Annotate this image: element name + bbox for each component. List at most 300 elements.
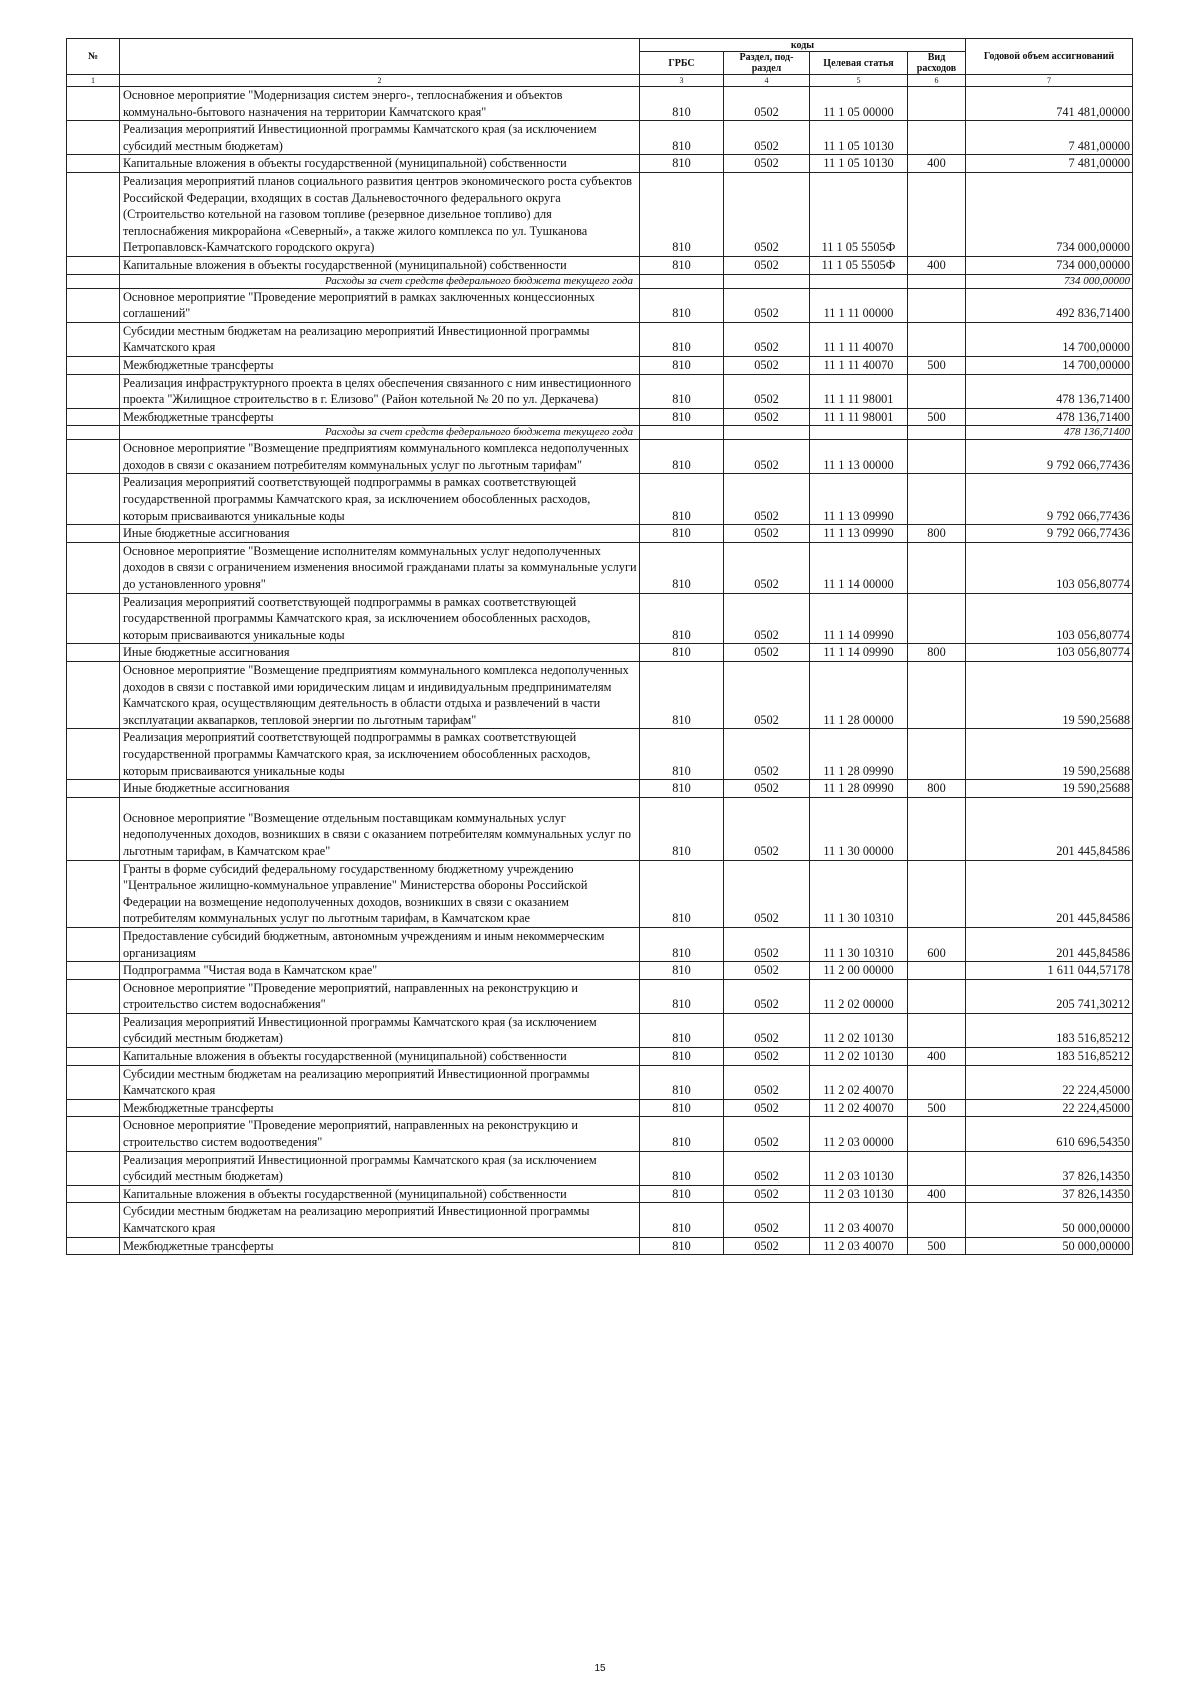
cell-vid	[908, 440, 966, 474]
cell-celevaya: 11 1 11 40070	[810, 322, 908, 356]
cell-celevaya: 11 1 11 98001	[810, 408, 908, 426]
cell-index	[67, 1151, 120, 1185]
cell-grbs: 810	[640, 729, 724, 780]
cell-index	[67, 525, 120, 543]
cell-grbs: 810	[640, 172, 724, 256]
cell-razdel: 0502	[724, 1117, 810, 1151]
cell-index	[67, 256, 120, 274]
cell-vid: 500	[908, 1237, 966, 1255]
table-row	[67, 474, 1133, 525]
cell-grbs: 810	[640, 256, 724, 274]
cell-amount: 183 516,85212	[966, 1013, 1133, 1047]
cell-vid	[908, 288, 966, 322]
cell-razdel: 0502	[724, 1013, 810, 1047]
cell-razdel: 0502	[724, 525, 810, 543]
col-index-6: 6	[908, 75, 966, 87]
cell-amount: 7 481,00000	[966, 155, 1133, 173]
table-row	[67, 322, 1133, 356]
cell-vid	[908, 1013, 966, 1047]
cell-amount: 734 000,00000	[966, 256, 1133, 274]
cell-name: Основное мероприятие "Проведение мероприятий, направленных на реконструкцию и строительство систем водоотведения"	[120, 1117, 640, 1151]
table-row	[67, 593, 1133, 644]
cell-celevaya: 11 1 14 09990	[810, 644, 908, 662]
cell-razdel: 0502	[724, 440, 810, 474]
cell-name: Реализация мероприятий Инвестиционной программы Камчатского края (за исключением субсидий местным бюджетам)	[120, 1013, 640, 1047]
cell-name: Капитальные вложения в объекты государственной (муниципальной) собственности	[120, 1185, 640, 1203]
cell-grbs: 810	[640, 1237, 724, 1255]
table-row	[67, 256, 1133, 274]
table-header	[67, 39, 1133, 87]
cell-amount: 478 136,71400	[966, 426, 1133, 440]
cell-amount: 9 792 066,77436	[966, 474, 1133, 525]
cell-name: Межбюджетные трансферты	[120, 1099, 640, 1117]
cell-vid: 800	[908, 780, 966, 798]
table-row	[67, 172, 1133, 256]
cell-grbs: 810	[640, 1013, 724, 1047]
cell-celevaya: 11 1 05 5505Ф	[810, 256, 908, 274]
cell-grbs: 810	[640, 1185, 724, 1203]
col-index-1: 1	[67, 75, 120, 87]
cell-vid	[908, 274, 966, 288]
cell-index	[67, 542, 120, 593]
cell-razdel: 0502	[724, 408, 810, 426]
table-row	[67, 1099, 1133, 1117]
cell-grbs: 810	[640, 1151, 724, 1185]
cell-razdel: 0502	[724, 542, 810, 593]
cell-celevaya	[810, 274, 908, 288]
cell-index	[67, 155, 120, 173]
cell-vid: 400	[908, 1048, 966, 1066]
cell-vid	[908, 1151, 966, 1185]
cell-name: Реализация мероприятий соответствующей подпрограммы в рамках соответствующей государственной программы Камчатского края, за исключением обособленных расходов, которым присваиваются уникальные коды	[120, 474, 640, 525]
table-row-note	[67, 426, 1133, 440]
budget-document	[66, 38, 1132, 1255]
table-row	[67, 440, 1133, 474]
cell-index	[67, 426, 120, 440]
cell-index	[67, 322, 120, 356]
cell-grbs: 810	[640, 408, 724, 426]
cell-razdel: 0502	[724, 644, 810, 662]
cell-amount: 37 826,14350	[966, 1151, 1133, 1185]
cell-grbs: 810	[640, 1203, 724, 1237]
table-row	[67, 979, 1133, 1013]
cell-index	[67, 1185, 120, 1203]
cell-razdel: 0502	[724, 172, 810, 256]
cell-razdel: 0502	[724, 593, 810, 644]
cell-grbs: 810	[640, 593, 724, 644]
cell-index	[67, 1048, 120, 1066]
cell-index	[67, 87, 120, 121]
cell-name: Основное мероприятие "Модернизация систем энерго-, теплоснабжения и объектов коммунально-бытового назначения на территории Камчатского края"	[120, 87, 640, 121]
cell-vid	[908, 322, 966, 356]
cell-celevaya: 11 1 05 00000	[810, 87, 908, 121]
cell-vid: 400	[908, 155, 966, 173]
cell-grbs: 810	[640, 155, 724, 173]
cell-razdel: 0502	[724, 1185, 810, 1203]
cell-index	[67, 1099, 120, 1117]
cell-vid: 500	[908, 408, 966, 426]
table-row	[67, 525, 1133, 543]
cell-grbs: 810	[640, 87, 724, 121]
cell-index	[67, 860, 120, 927]
cell-grbs: 810	[640, 1065, 724, 1099]
header-codes: коды	[640, 39, 966, 52]
cell-celevaya: 11 2 03 40070	[810, 1237, 908, 1255]
cell-name: Иные бюджетные ассигнования	[120, 644, 640, 662]
cell-index	[67, 374, 120, 408]
cell-grbs: 810	[640, 644, 724, 662]
table-row	[67, 374, 1133, 408]
cell-amount: 205 741,30212	[966, 979, 1133, 1013]
table-body	[67, 87, 1133, 1255]
cell-amount: 201 445,84586	[966, 797, 1133, 860]
cell-razdel: 0502	[724, 797, 810, 860]
cell-vid	[908, 172, 966, 256]
cell-vid	[908, 542, 966, 593]
cell-name: Иные бюджетные ассигнования	[120, 780, 640, 798]
cell-index	[67, 172, 120, 256]
table-row	[67, 408, 1133, 426]
cell-razdel: 0502	[724, 1048, 810, 1066]
cell-vid	[908, 593, 966, 644]
cell-razdel: 0502	[724, 1237, 810, 1255]
cell-celevaya: 11 2 02 40070	[810, 1099, 908, 1117]
table-row	[67, 121, 1133, 155]
cell-razdel: 0502	[724, 87, 810, 121]
cell-razdel: 0502	[724, 288, 810, 322]
cell-grbs: 810	[640, 1099, 724, 1117]
cell-grbs: 810	[640, 288, 724, 322]
table-row	[67, 797, 1133, 860]
cell-celevaya: 11 1 13 00000	[810, 440, 908, 474]
cell-vid	[908, 662, 966, 729]
table-row	[67, 288, 1133, 322]
cell-grbs: 810	[640, 962, 724, 980]
cell-name: Реализация мероприятий Инвестиционной программы Камчатского края (за исключением субсидий местным бюджетам)	[120, 1151, 640, 1185]
budget-table	[66, 38, 1133, 1255]
cell-vid	[908, 121, 966, 155]
cell-amount: 183 516,85212	[966, 1048, 1133, 1066]
cell-razdel: 0502	[724, 979, 810, 1013]
cell-name: Расходы за счет средств федерального бюджета текущего года	[120, 426, 640, 440]
table-row	[67, 356, 1133, 374]
table-row	[67, 1185, 1133, 1203]
cell-celevaya: 11 1 05 10130	[810, 121, 908, 155]
cell-name: Основное мероприятие "Возмещение предприятиям коммунального комплекса недополученных доходов в связи с поставкой ими юридическим лицам и индивидуальным предпринимателям Камчатского края, осуществляющим деятельность в области отдыха и развлечений в части эксплуатации аквапарков, тепловой энергии по льготным тарифам"	[120, 662, 640, 729]
cell-celevaya: 11 1 11 40070	[810, 356, 908, 374]
cell-name: Реализация мероприятий соответствующей подпрограммы в рамках соответствующей государственной программы Камчатского края, за исключением обособленных расходов, которым присваиваются уникальные коды	[120, 729, 640, 780]
cell-amount: 741 481,00000	[966, 87, 1133, 121]
cell-razdel: 0502	[724, 729, 810, 780]
cell-vid: 500	[908, 356, 966, 374]
cell-name: Расходы за счет средств федерального бюджета текущего года	[120, 274, 640, 288]
cell-amount: 22 224,45000	[966, 1099, 1133, 1117]
cell-index	[67, 440, 120, 474]
col-index-5: 5	[810, 75, 908, 87]
cell-index	[67, 962, 120, 980]
cell-amount: 103 056,80774	[966, 644, 1133, 662]
cell-celevaya: 11 1 14 00000	[810, 542, 908, 593]
cell-index	[67, 593, 120, 644]
cell-celevaya: 11 1 28 00000	[810, 662, 908, 729]
cell-name: Капитальные вложения в объекты государственной (муниципальной) собственности	[120, 256, 640, 274]
cell-name: Капитальные вложения в объекты государственной (муниципальной) собственности	[120, 155, 640, 173]
cell-celevaya: 11 2 00 00000	[810, 962, 908, 980]
table-row	[67, 87, 1133, 121]
header-amount: Годовой объем ассигнований	[966, 39, 1133, 75]
cell-grbs: 810	[640, 322, 724, 356]
cell-vid	[908, 374, 966, 408]
cell-amount: 9 792 066,77436	[966, 440, 1133, 474]
cell-name: Субсидии местным бюджетам на реализацию мероприятий Инвестиционной программы Камчатского края	[120, 1065, 640, 1099]
cell-amount: 734 000,00000	[966, 274, 1133, 288]
cell-razdel: 0502	[724, 1203, 810, 1237]
cell-celevaya: 11 1 28 09990	[810, 729, 908, 780]
cell-celevaya: 11 1 13 09990	[810, 525, 908, 543]
cell-vid	[908, 426, 966, 440]
table-row	[67, 780, 1133, 798]
cell-index	[67, 780, 120, 798]
cell-celevaya: 11 1 30 00000	[810, 797, 908, 860]
cell-index	[67, 927, 120, 961]
cell-celevaya: 11 1 30 10310	[810, 860, 908, 927]
header-grbs: ГРБС	[640, 52, 724, 75]
cell-index	[67, 356, 120, 374]
cell-grbs	[640, 274, 724, 288]
cell-amount: 37 826,14350	[966, 1185, 1133, 1203]
header-num: №	[67, 39, 120, 75]
header-celevaya: Целевая статья	[810, 52, 908, 75]
table-row	[67, 1117, 1133, 1151]
cell-celevaya: 11 1 05 10130	[810, 155, 908, 173]
table-row	[67, 860, 1133, 927]
cell-amount: 19 590,25688	[966, 780, 1133, 798]
cell-celevaya: 11 1 28 09990	[810, 780, 908, 798]
cell-name: Реализация мероприятий Инвестиционной программы Камчатского края (за исключением субсидий местным бюджетам)	[120, 121, 640, 155]
cell-razdel: 0502	[724, 927, 810, 961]
header-name-blank	[120, 39, 640, 75]
cell-razdel: 0502	[724, 256, 810, 274]
cell-amount: 492 836,71400	[966, 288, 1133, 322]
cell-name: Реализация мероприятий соответствующей подпрограммы в рамках соответствующей государственной программы Камчатского края, за исключением обособленных расходов, которым присваиваются уникальные коды	[120, 593, 640, 644]
table-row	[67, 927, 1133, 961]
cell-razdel: 0502	[724, 1099, 810, 1117]
table-row	[67, 729, 1133, 780]
cell-vid	[908, 962, 966, 980]
cell-razdel: 0502	[724, 1065, 810, 1099]
cell-razdel: 0502	[724, 860, 810, 927]
cell-name: Основное мероприятие "Проведение мероприятий в рамках заключенных концессионных соглашений"	[120, 288, 640, 322]
cell-vid: 600	[908, 927, 966, 961]
cell-grbs	[640, 426, 724, 440]
cell-amount: 50 000,00000	[966, 1237, 1133, 1255]
cell-grbs: 810	[640, 1117, 724, 1151]
cell-vid	[908, 1203, 966, 1237]
page-number: 15	[594, 1663, 606, 1674]
cell-amount: 14 700,00000	[966, 356, 1133, 374]
cell-index	[67, 1013, 120, 1047]
cell-amount: 19 590,25688	[966, 729, 1133, 780]
cell-vid: 800	[908, 644, 966, 662]
cell-amount: 14 700,00000	[966, 322, 1133, 356]
cell-name: Реализация мероприятий планов социального развития центров экономического роста субъектов Российской Федерации, входящих в состав Дальневосточного федерального округа (Строительство котельной на газовом топливе (резервное дизельное топливо) для теплоснабжения микрорайона «Северный», а также жилого комплекса по ул. Тушканова Петропавловск-Камчатского городского округа)	[120, 172, 640, 256]
cell-index	[67, 729, 120, 780]
cell-name: Межбюджетные трансферты	[120, 408, 640, 426]
cell-index	[67, 121, 120, 155]
table-row	[67, 1203, 1133, 1237]
cell-celevaya: 11 2 03 00000	[810, 1117, 908, 1151]
cell-vid	[908, 860, 966, 927]
cell-celevaya: 11 2 03 10130	[810, 1151, 908, 1185]
cell-celevaya: 11 2 02 10130	[810, 1048, 908, 1066]
col-index-2: 2	[120, 75, 640, 87]
cell-index	[67, 274, 120, 288]
table-row	[67, 1065, 1133, 1099]
cell-name: Гранты в форме субсидий федеральному государственному бюджетному учреждению "Центральное жилищно-коммунальное управление" Министерства обороны Российской Федерации на возмещение недополученных доходов, возникших в связи с оказанием потребителям коммунальных услуг по льготным тарифам, в Камчатском крае	[120, 860, 640, 927]
cell-index	[67, 1117, 120, 1151]
cell-amount: 19 590,25688	[966, 662, 1133, 729]
cell-name: Капитальные вложения в объекты государственной (муниципальной) собственности	[120, 1048, 640, 1066]
table-row-note	[67, 274, 1133, 288]
cell-razdel: 0502	[724, 322, 810, 356]
cell-razdel: 0502	[724, 356, 810, 374]
cell-vid: 400	[908, 1185, 966, 1203]
cell-name: Реализация инфраструктурного проекта в целях обеспечения связанного с ним инвестиционного проекта "Жилищное строительство в г. Елизово" (Район котельной № 20 по ул. Деркачева)	[120, 374, 640, 408]
cell-grbs: 810	[640, 121, 724, 155]
cell-vid: 500	[908, 1099, 966, 1117]
cell-index	[67, 644, 120, 662]
cell-amount: 734 000,00000	[966, 172, 1133, 256]
cell-amount: 7 481,00000	[966, 121, 1133, 155]
cell-amount: 201 445,84586	[966, 927, 1133, 961]
cell-vid	[908, 797, 966, 860]
cell-razdel	[724, 426, 810, 440]
cell-name: Подпрограмма "Чистая вода в Камчатском крае"	[120, 962, 640, 980]
cell-amount: 1 611 044,57178	[966, 962, 1133, 980]
cell-grbs: 810	[640, 474, 724, 525]
cell-vid	[908, 87, 966, 121]
cell-grbs: 810	[640, 525, 724, 543]
cell-razdel: 0502	[724, 474, 810, 525]
cell-name: Основное мероприятие "Возмещение предприятиям коммунального комплекса недополученных доходов в связи с оказанием потребителям коммунальных услуг по льготным тарифам"	[120, 440, 640, 474]
cell-amount: 478 136,71400	[966, 408, 1133, 426]
cell-amount: 103 056,80774	[966, 542, 1133, 593]
col-index-4: 4	[724, 75, 810, 87]
cell-grbs: 810	[640, 860, 724, 927]
cell-name: Иные бюджетные ассигнования	[120, 525, 640, 543]
cell-celevaya: 11 1 05 5505Ф	[810, 172, 908, 256]
cell-grbs: 810	[640, 780, 724, 798]
cell-amount: 103 056,80774	[966, 593, 1133, 644]
cell-celevaya: 11 2 03 40070	[810, 1203, 908, 1237]
cell-amount: 610 696,54350	[966, 1117, 1133, 1151]
cell-name: Основное мероприятие "Возмещение исполнителям коммунальных услуг недополученных доходов в связи с ограничением изменения вносимой гражданами платы за коммунальные услуги до установленного уровня"	[120, 542, 640, 593]
cell-razdel	[724, 274, 810, 288]
table-row	[67, 962, 1133, 980]
cell-celevaya: 11 2 02 40070	[810, 1065, 908, 1099]
cell-index	[67, 288, 120, 322]
table-row	[67, 1013, 1133, 1047]
cell-razdel: 0502	[724, 155, 810, 173]
cell-name: Основное мероприятие "Проведение мероприятий, направленных на реконструкцию и строительство систем водоснабжения"	[120, 979, 640, 1013]
cell-amount: 50 000,00000	[966, 1203, 1133, 1237]
cell-celevaya: 11 1 11 98001	[810, 374, 908, 408]
cell-name: Основное мероприятие "Возмещение отдельным поставщикам коммунальных услуг недополученных доходов, возникших в связи с оказанием потребителям коммунальных услуг по льготным тарифам, в Камчатском крае"	[120, 797, 640, 860]
table-row	[67, 1237, 1133, 1255]
cell-vid	[908, 474, 966, 525]
col-index-7: 7	[966, 75, 1133, 87]
header-razdel: Раздел, под-раздел	[724, 52, 810, 75]
table-row	[67, 1151, 1133, 1185]
cell-razdel: 0502	[724, 962, 810, 980]
table-row	[67, 155, 1133, 173]
table-row	[67, 644, 1133, 662]
cell-grbs: 810	[640, 662, 724, 729]
cell-index	[67, 408, 120, 426]
table-row	[67, 542, 1133, 593]
cell-grbs: 810	[640, 979, 724, 1013]
cell-celevaya: 11 1 14 09990	[810, 593, 908, 644]
cell-index	[67, 979, 120, 1013]
cell-index	[67, 1065, 120, 1099]
cell-vid	[908, 979, 966, 1013]
cell-vid	[908, 1065, 966, 1099]
cell-index	[67, 1203, 120, 1237]
cell-name: Субсидии местным бюджетам на реализацию мероприятий Инвестиционной программы Камчатского края	[120, 322, 640, 356]
cell-celevaya: 11 1 11 00000	[810, 288, 908, 322]
cell-index	[67, 797, 120, 860]
cell-razdel: 0502	[724, 121, 810, 155]
cell-amount: 201 445,84586	[966, 860, 1133, 927]
col-index-3: 3	[640, 75, 724, 87]
table-row	[67, 662, 1133, 729]
cell-celevaya: 11 2 02 00000	[810, 979, 908, 1013]
cell-vid	[908, 729, 966, 780]
header-vid: Вид расходов	[908, 52, 966, 75]
cell-celevaya	[810, 426, 908, 440]
cell-vid	[908, 1117, 966, 1151]
cell-name: Субсидии местным бюджетам на реализацию мероприятий Инвестиционной программы Камчатского края	[120, 1203, 640, 1237]
cell-grbs: 810	[640, 542, 724, 593]
cell-celevaya: 11 2 03 10130	[810, 1185, 908, 1203]
cell-razdel: 0502	[724, 662, 810, 729]
cell-grbs: 810	[640, 1048, 724, 1066]
cell-vid: 800	[908, 525, 966, 543]
cell-grbs: 810	[640, 356, 724, 374]
cell-celevaya: 11 2 02 10130	[810, 1013, 908, 1047]
cell-grbs: 810	[640, 440, 724, 474]
cell-razdel: 0502	[724, 374, 810, 408]
cell-amount: 9 792 066,77436	[966, 525, 1133, 543]
cell-grbs: 810	[640, 927, 724, 961]
cell-razdel: 0502	[724, 780, 810, 798]
cell-vid: 400	[908, 256, 966, 274]
cell-name: Предоставление субсидий бюджетным, автономным учреждениям и иным некоммерческим организациям	[120, 927, 640, 961]
cell-amount: 478 136,71400	[966, 374, 1133, 408]
cell-amount: 22 224,45000	[966, 1065, 1133, 1099]
cell-grbs: 810	[640, 797, 724, 860]
cell-index	[67, 474, 120, 525]
cell-grbs: 810	[640, 374, 724, 408]
cell-celevaya: 11 1 30 10310	[810, 927, 908, 961]
table-row	[67, 1048, 1133, 1066]
cell-celevaya: 11 1 13 09990	[810, 474, 908, 525]
cell-name: Межбюджетные трансферты	[120, 1237, 640, 1255]
cell-razdel: 0502	[724, 1151, 810, 1185]
cell-index	[67, 662, 120, 729]
cell-name: Межбюджетные трансферты	[120, 356, 640, 374]
cell-index	[67, 1237, 120, 1255]
